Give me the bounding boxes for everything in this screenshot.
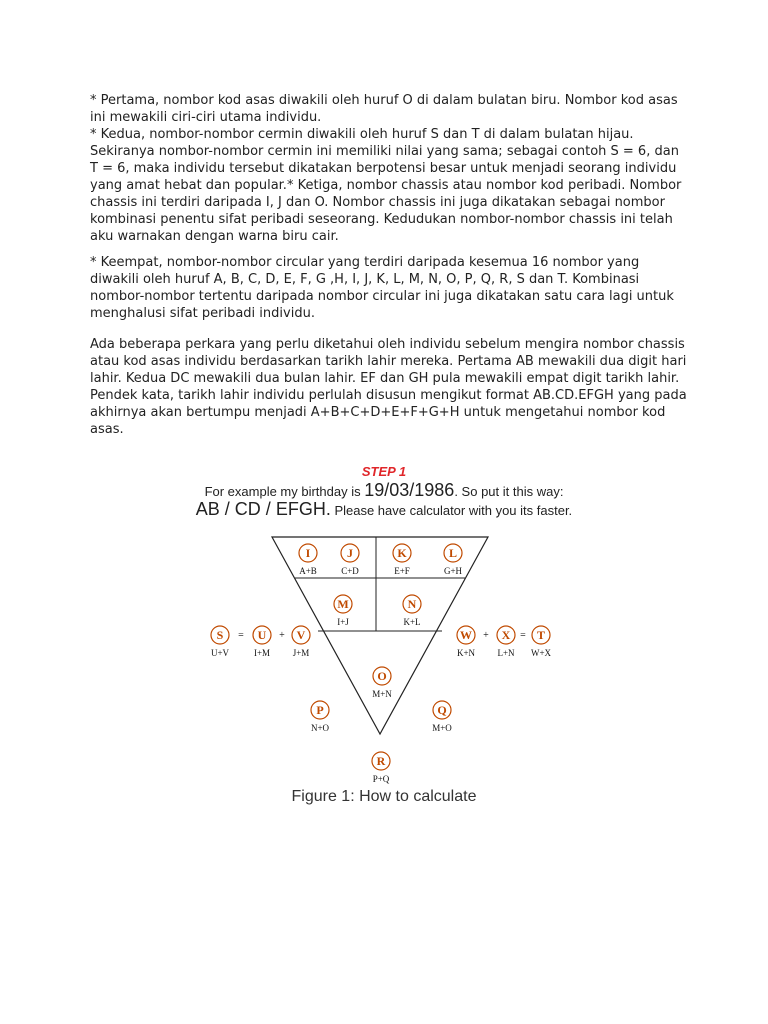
example-prefix: For example my birthday is [204,484,365,499]
format-pattern: AB / CD / EFGH. [195,499,331,519]
format-line [0,499,768,520]
paragraph-explanation-3: Ada beberapa perkara yang perlu diketahui oleh individu sebelum mengira nombor chassis atau kod asas individu berdasarkan tarikh lahir mereka. Pertama AB mewakili dua digit hari lahir. Kedua DC mewakili dua bulan lahir. EF dan GH pula mewakili empat digit tarikh lahir. Pendek kata, tarikh lahir individu perlulah disusun mengikut format AB.CD.EFGH yang pada akhirnya akan bertumpu menjadi A+B+C+D+E+F+G+H untuk mengetahui nombor kod asas. [90,337,687,437]
node-u [253,626,271,658]
node-formula: W+X [530,648,552,658]
node-formula: I+J [337,617,349,627]
node-letter: K [397,546,407,560]
node-formula: N+O [310,723,330,733]
node-formula: E+F [394,566,410,576]
node-letter: P [316,703,324,717]
node-n [403,595,421,627]
node-letter: Q [437,703,447,717]
node-letter: M [337,597,349,611]
operator-symbol: = [238,630,244,641]
operator-symbol: + [279,630,285,641]
node-letter: R [376,754,386,768]
node-formula: C+D [341,566,359,576]
node-l [444,544,463,576]
triangle-frame [0,520,488,734]
node-r [372,752,390,784]
node-formula: A+B [299,566,317,576]
node-j [341,544,359,576]
paragraph-explanation-2: * Keempat, nombor-nombor circular yang terdiri daripada kesemua 16 nombor yang diwakili oleh huruf A, B, C, D, E, F, G ,H, I, J, K, L, M, N, O, P, Q, R, S dan T. Kombinasi nombor-nombor tertentu daripada nombor circular ini juga dikatakan satu cara lagi untuk menghalusi sifat peribadi individu. [90,255,674,321]
node-formula: K+L [403,617,421,627]
paragraph-explanation-1: * Pertama, nombor kod asas diwakili oleh huruf O di dalam bulatan biru. Nombor kod asas ini mewakili ciri-ciri utama individu. * Kedua, nombor-nombor cermin diwakili oleh huruf S dan T di dalam bulatan hijau. Sekiranya nombor-nombor cermin ini memiliki nilai yang sama; sebagai contoh S = 6, dan T = 6, maka individu tersebut dikatakan berpotensi besar untuk menjadi seorang individu yang amat hebat dan popular.* Ketiga, nombor chassis atau nombor kod peribadi. Nombor chassis ini terdiri daripada I, J dan O. Nombor chassis ini juga dikatakan sebagai nombor kombinasi penentu sifat peribadi seseorang. Kedudukan nombor-nombor chassis ini telah aku warnakan dengan warna biru cair. [90,93,682,244]
node-letter: I [305,546,311,560]
node-q [432,701,452,733]
node-letter: L [448,546,458,560]
node-m [334,595,352,627]
node-v [292,626,310,658]
node-formula: M+N [372,689,392,699]
node-letter: W [460,628,472,642]
node-formula: J+M [292,648,310,658]
format-note: Please have calculator with you its faster. [330,503,573,518]
node-t [531,626,552,658]
figure-caption: Figure 1: How to calculate [291,788,477,805]
node-letter: X [501,628,511,642]
node-w [457,626,476,658]
node-formula: M+O [432,723,452,733]
node-formula: I+M [253,648,271,658]
node-formula: K+N [456,648,476,658]
node-letter: T [536,628,546,642]
node-s [211,626,230,658]
node-letter: U [257,628,267,642]
node-p [311,701,330,733]
node-letter: S [216,628,224,642]
node-k [393,544,411,576]
node-letter: V [296,628,306,642]
node-o [372,667,392,699]
node-formula: L+N [497,648,515,658]
step-title: STEP 1 [361,464,407,479]
nodes-layer [211,544,552,784]
node-i [299,544,317,576]
node-letter: J [347,546,353,560]
example-suffix: . So put it this way: [454,484,564,499]
node-letter: N [407,597,417,611]
calculation-diagram [0,520,768,788]
example-date: 19/03/1986 [364,480,455,500]
node-formula: U+V [210,648,230,658]
operators-layer [238,630,526,641]
example-line [0,480,768,501]
node-x [497,626,515,658]
node-formula: P+Q [372,774,390,784]
node-formula: G+H [443,566,463,576]
node-letter: O [377,669,387,683]
operator-symbol: = [520,630,526,641]
operator-symbol: + [483,630,489,641]
